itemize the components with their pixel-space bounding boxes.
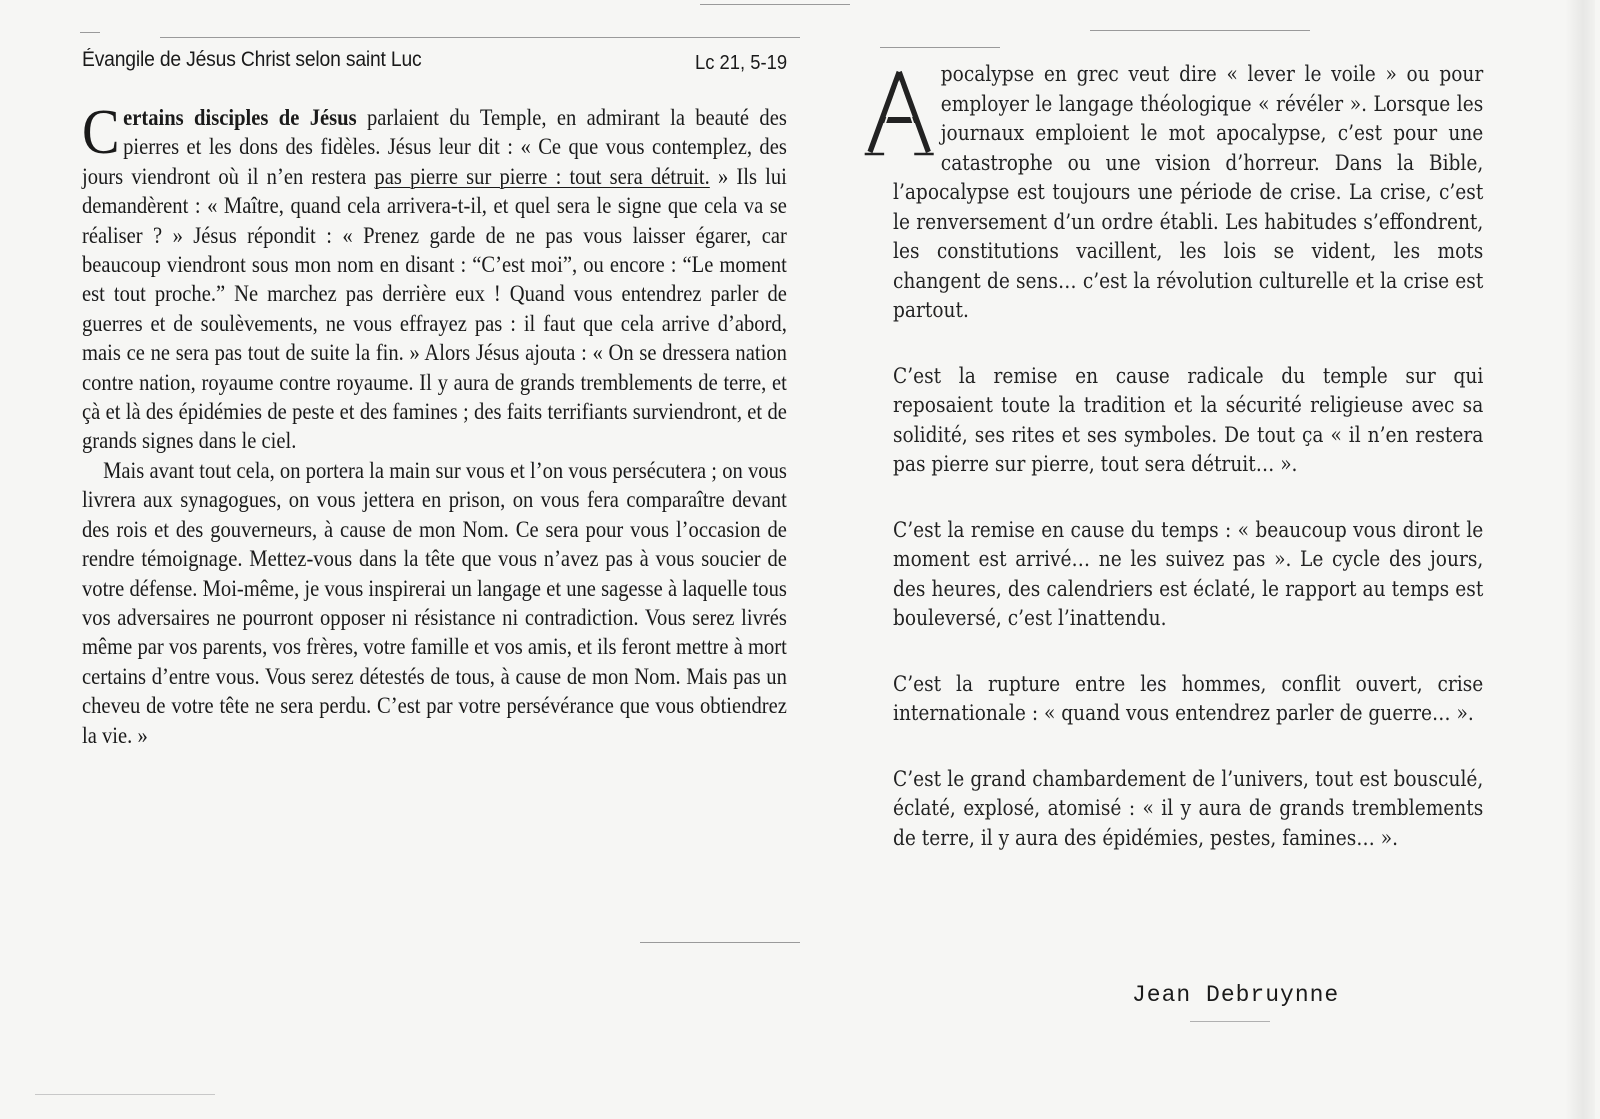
drop-cap: C bbox=[82, 96, 120, 167]
commentary-paragraph bbox=[893, 60, 1483, 326]
book-title: Évangile de Jésus Christ selon saint Luc bbox=[82, 48, 422, 71]
gospel-text-run: parlaient du Temple, en admirant la beauté des pierres et les dons des fidèles. Jésus leur dit : « Ce que vous contemplez, des jours viendront où il n’en restera bbox=[82, 105, 787, 190]
gospel-text-run: » Ils lui demandèrent : « Maître, quand cela arrivera-t-il, et quel sera le signe que cela va se réaliser ? » Jésus répondit : « Prenez garde de ne pas vous laisser égarer, car beaucoup viendront sous mon nom en disant : “C’est moi”, ou encore : “Le moment est tout proche.” Ne marchez pas derrière eux ! Quand vous entendrez parler de guerres et de soulèvements, ne vous effrayez pas : il faut que cela arrive d’abord, mais ce ne sera pas tout de suite la fin. » Alors Jésus ajouta : « On se dressera nation contre nation, royaume contre royaume. Il y aura de grands tremblements de terre, et çà et là des épidémies de peste et des famines ; des faits terrifiants surviendront, et de grands signes dans le ciel. bbox=[82, 163, 787, 455]
scan-line bbox=[640, 942, 800, 943]
scan-line bbox=[1090, 30, 1310, 31]
lead-in: ertains disciples de Jésus bbox=[123, 105, 357, 131]
commentary-column bbox=[893, 60, 1483, 889]
ornamental-drop-cap-a-icon bbox=[863, 68, 936, 160]
author-signature: Jean Debruynne bbox=[1132, 982, 1340, 1008]
scan-line bbox=[35, 1094, 215, 1095]
commentary-paragraph: C’est la remise en cause radicale du temple sur qui reposaient toute la tradition et la sécurité religieuse avec sa solidité, ses rites et ses symboles. De tout ça « il n’en restera pas pierre sur pierre, tout sera détruit… ». bbox=[893, 363, 1484, 476]
scan-line bbox=[700, 4, 850, 5]
scan-line bbox=[160, 37, 800, 38]
commentary-paragraph: C’est la remise en cause du temps : « beaucoup vous diront le moment est arrivé… ne les suivez pas ». Le cycle des jours, des heures, des calendriers est éclaté, le rapport au temps est bouleversé, c’est l’inattendu. bbox=[893, 517, 1484, 630]
gospel-header bbox=[82, 44, 787, 74]
commentary-text-run: pocalypse en grec veut dire « lever le voile » ou pour employer le langage théologique « révéler ». Lorsque les journaux emploient le mot apocalypse, c’est pour une catastrophe ou une vision d’horreur. Dans la Bible, l’apocalypse est toujours une période de crise. La crise, c’est le renversement d’un ordre établi. Les habitudes s’effondrent, les constitutions vacillent, les lois se vident, les mots changent de sens… c’est la révolution culturelle et la crise est partout. bbox=[893, 62, 1484, 322]
gospel-paragraph bbox=[82, 96, 787, 457]
scan-line bbox=[880, 47, 1000, 48]
scripture-reference: Lc 21, 5-19 bbox=[694, 52, 787, 74]
commentary-paragraph: C’est le grand chambardement de l’univers, tout est bousculé, éclaté, explosé, atomisé : « il y aura de grands tremblements de terre, il y aura des épidémies, pestes, famines… ». bbox=[893, 766, 1484, 850]
commentary-text bbox=[893, 60, 1483, 853]
gospel-text bbox=[82, 96, 787, 751]
underlined-passage: pas pierre sur pierre : tout sera détruit. bbox=[374, 163, 710, 190]
gospel-column bbox=[82, 44, 787, 751]
gospel-paragraph: Mais avant tout cela, on portera la main sur vous et l’on vous persécutera ; on vous livrera aux synagogues, on vous jettera en prison, on vous fera comparaître devant des rois et des gouverneurs, à cause de mon Nom. Ce sera pour vous l’occasion de rendre témoignage. Mettez-vous dans la tête que vous n’avez pas à vous soucier de votre défense. Moi-même, je vous inspirerai un langage et une sagesse à laquelle tous vos adversaires ne pourront opposer ni résistance ni contradiction. Vous serez livrés même par vos parents, vos frères, votre famille et vos amis, et ils feront mettre à mort certains d’entre vous. Vous serez détestés de tous, à cause de mon Nom. Mais pas un cheveu de votre tête ne sera perdu. C’est par votre persévérance que vous obtiendrez la vie. » bbox=[82, 457, 787, 749]
scan-line bbox=[80, 32, 100, 33]
scan-line bbox=[1190, 1021, 1270, 1022]
page-edge bbox=[1565, 0, 1595, 1119]
commentary-paragraph: C’est la rupture entre les hommes, conflit ouvert, crise internationale : « quand vous entendrez parler de guerre… ». bbox=[893, 671, 1484, 725]
